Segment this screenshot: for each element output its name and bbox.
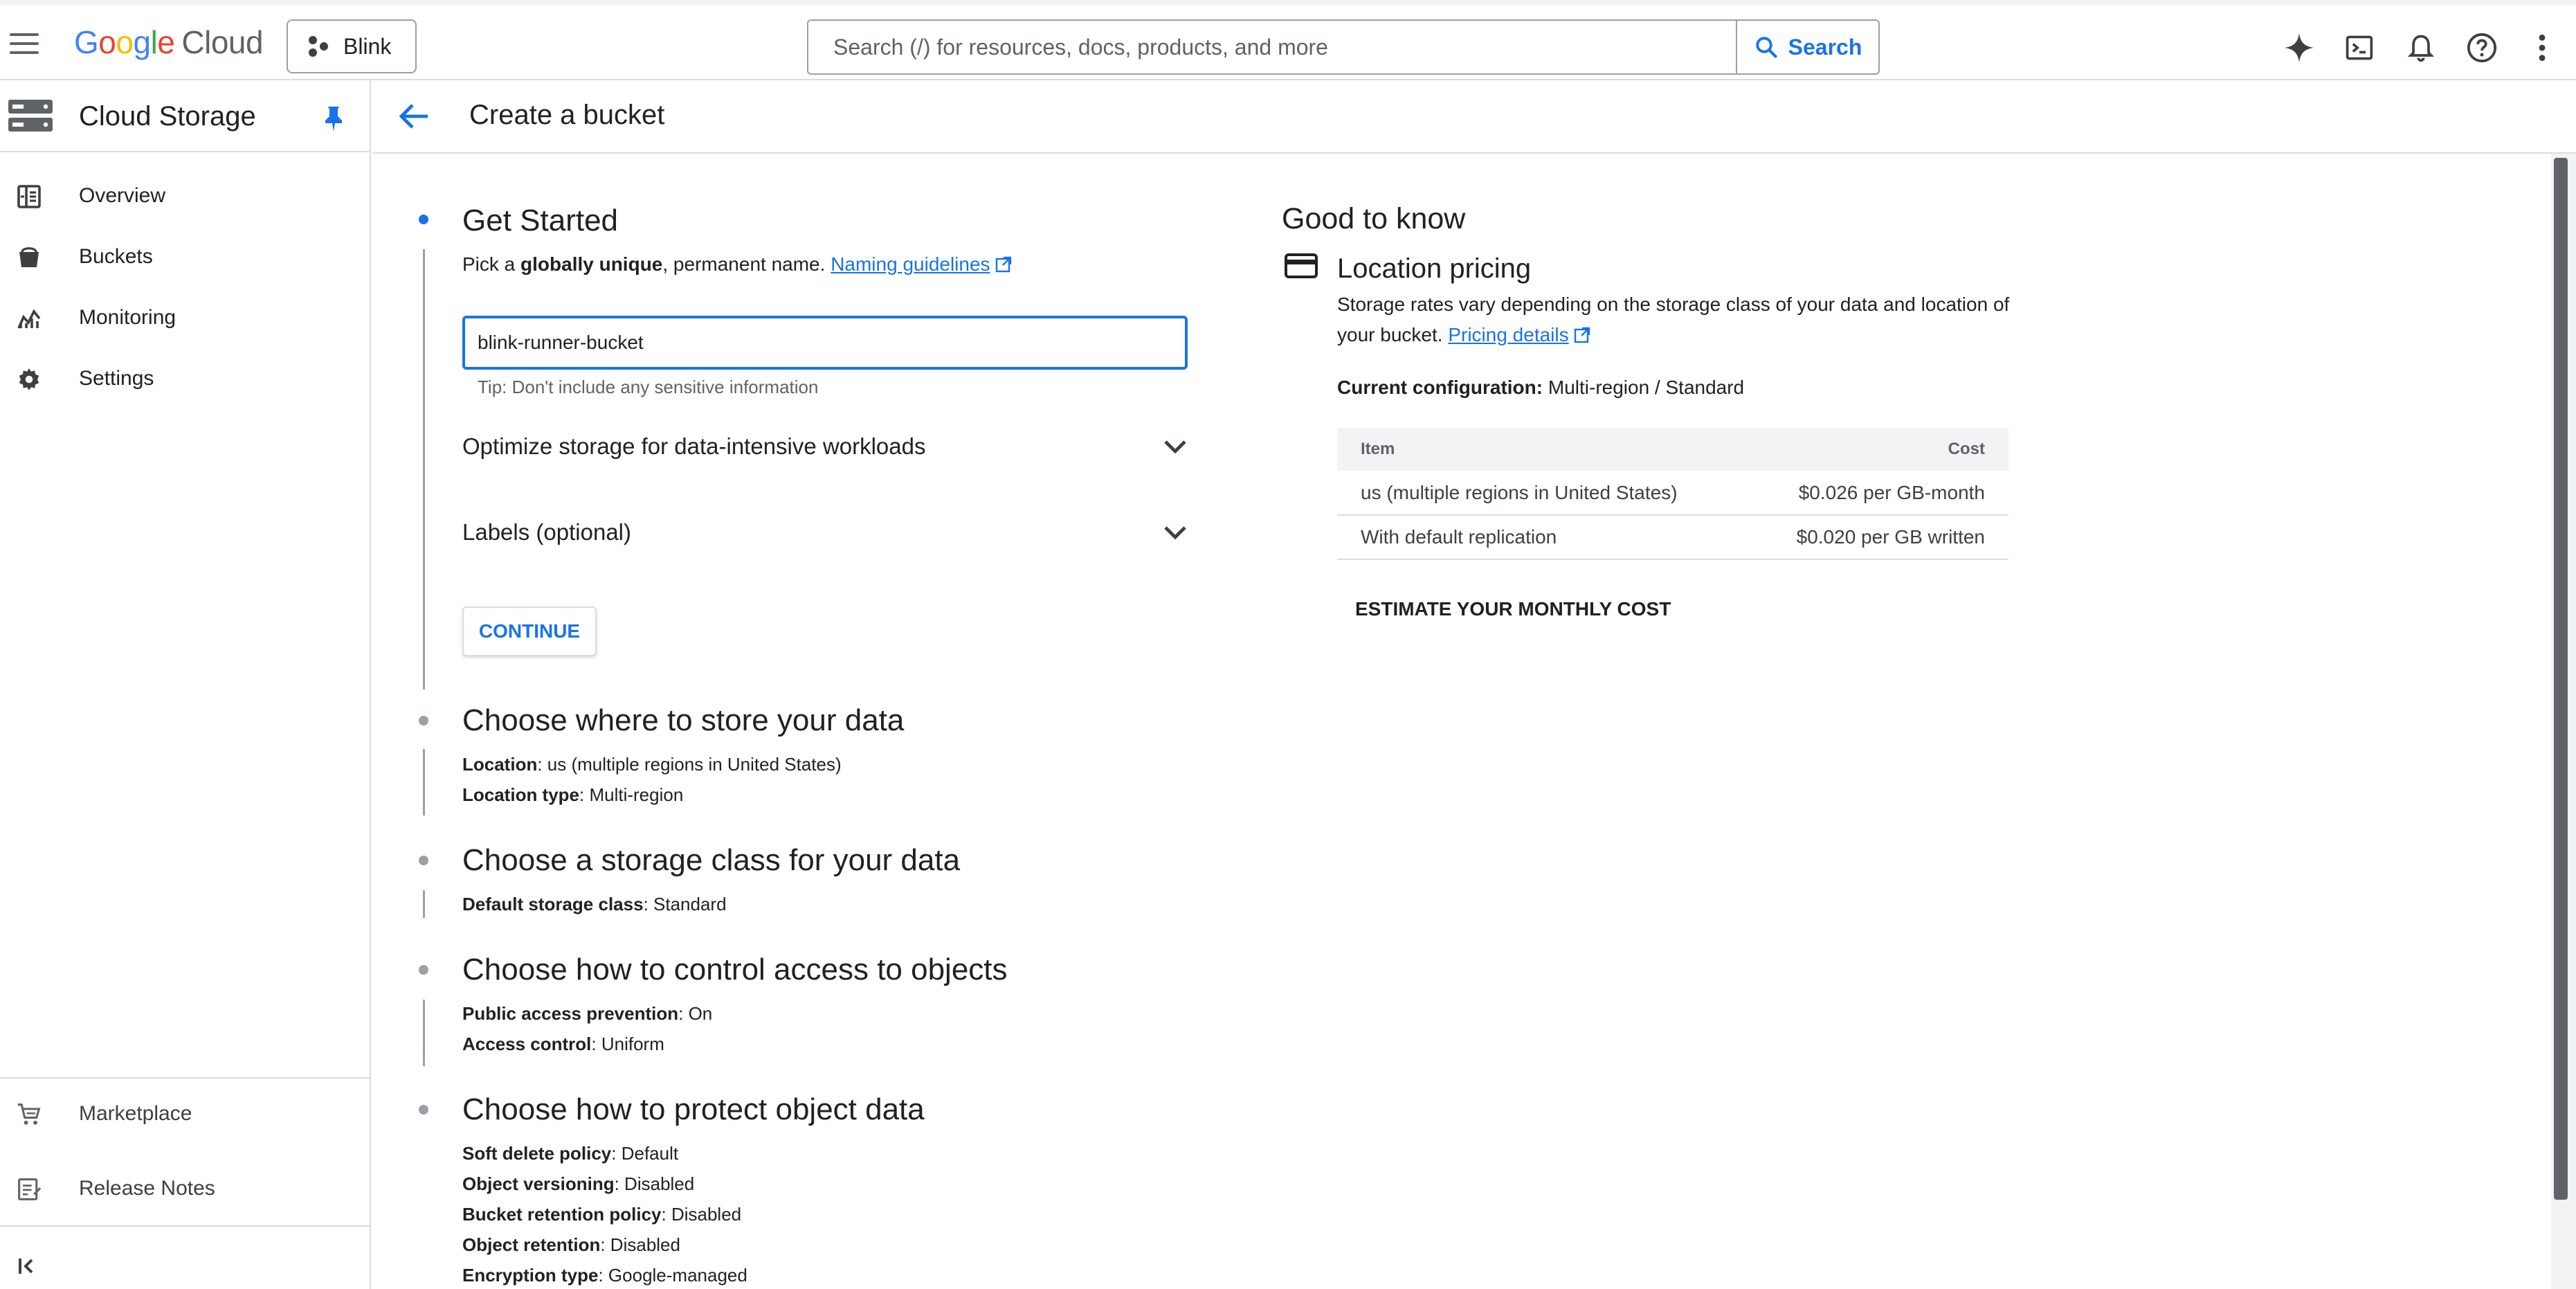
page-title: Create a bucket <box>469 100 665 130</box>
naming-guidelines-link[interactable]: Naming guidelines <box>831 253 990 275</box>
column-header-cost: Cost <box>1745 428 2008 471</box>
protection-summary: Soft delete policy: Default Object versioning: Disabled Bucket retention policy: Disabled Object retention: Disabled Encryption type: Google-managed <box>462 1143 747 1286</box>
step-indicator <box>419 716 428 725</box>
chevron-down-icon <box>1161 433 1189 461</box>
sidebar <box>0 80 371 1289</box>
sidebar-item-release-notes[interactable] <box>0 1159 370 1220</box>
help-question-icon[interactable] <box>2465 30 2499 65</box>
search-input[interactable] <box>808 21 1736 73</box>
sidebar-item-label: Settings <box>79 367 154 390</box>
good-to-know-title: Good to know <box>1282 202 1466 235</box>
step-connector <box>423 749 425 815</box>
back-arrow-icon[interactable] <box>399 102 429 130</box>
step-indicator <box>419 1105 428 1115</box>
search-button-label: Search <box>1788 34 1862 60</box>
column-header-item: Item <box>1337 428 1745 471</box>
step-indicator <box>419 856 428 865</box>
search-button[interactable] <box>1736 21 1878 73</box>
cloud-shell-terminal-icon[interactable] <box>2342 30 2377 65</box>
sidebar-title: Cloud Storage <box>79 101 256 132</box>
expander-label: Labels (optional) <box>462 519 631 545</box>
name-description: Pick a globally unique, permanent name. Naming guidelines <box>462 253 1012 276</box>
table-cell: $0.020 per GB written <box>1745 515 2008 559</box>
location-summary: Location: us (multiple regions in United States) Location type: Multi-region <box>462 754 842 805</box>
external-link-icon <box>1574 327 1590 343</box>
optimize-storage-expander[interactable] <box>462 426 1189 468</box>
pricing-details-link[interactable]: Pricing details <box>1448 324 1569 345</box>
monitoring-chart-icon <box>17 306 42 331</box>
step-title-location[interactable]: Choose where to store your data <box>462 703 905 737</box>
continue-button[interactable]: CONTINUE <box>462 606 597 656</box>
expander-label: Optimize storage for data-intensive workloads <box>462 433 926 459</box>
table-cell: $0.026 per GB-month <box>1745 471 2008 515</box>
cart-icon <box>17 1102 42 1127</box>
table-header-row <box>1337 428 2008 471</box>
table-cell: With default replication <box>1337 515 1745 559</box>
sidebar-item-label: Monitoring <box>79 306 176 329</box>
sidebar-header <box>0 80 370 152</box>
labels-expander[interactable] <box>462 512 1189 554</box>
search-bar <box>807 19 1880 75</box>
sidebar-divider <box>0 1225 370 1227</box>
credit-card-icon <box>1285 253 1318 278</box>
step-title-get-started: Get Started <box>462 204 619 237</box>
bucket-name-input[interactable] <box>462 316 1188 370</box>
sidebar-item-buckets[interactable] <box>0 227 370 288</box>
step-title-access-control[interactable]: Choose how to control access to objects <box>462 953 1008 986</box>
pin-icon[interactable] <box>323 105 345 133</box>
step-connector <box>423 890 425 918</box>
page-header <box>372 80 2576 154</box>
sidebar-item-overview[interactable] <box>0 166 370 227</box>
sidebar-item-monitoring[interactable] <box>0 288 370 349</box>
table-cell: us (multiple regions in United States) <box>1337 471 1745 515</box>
step-indicator-active <box>419 215 428 224</box>
sidebar-divider <box>0 1077 370 1079</box>
external-link-icon <box>995 256 1012 273</box>
bucket-icon <box>17 245 42 270</box>
notifications-bell-icon[interactable] <box>2404 30 2438 65</box>
table-row <box>1337 471 2008 515</box>
notes-icon <box>17 1177 42 1202</box>
estimate-monthly-cost-button[interactable]: ESTIMATE YOUR MONTHLY COST <box>1355 598 1671 620</box>
top-bar <box>0 0 2576 80</box>
search-icon <box>1754 35 1779 60</box>
gear-icon <box>17 367 42 392</box>
scrollbar-thumb[interactable] <box>2554 158 2568 1200</box>
project-picker-button[interactable] <box>287 19 417 73</box>
sidebar-item-settings[interactable] <box>0 349 370 410</box>
google-cloud-logo[interactable]: Google Cloud <box>74 24 264 60</box>
step-connector <box>423 1000 425 1066</box>
location-pricing-title: Location pricing <box>1337 253 1532 284</box>
project-icon <box>309 36 329 57</box>
storage-class-summary: Default storage class: Standard <box>462 894 727 914</box>
sidebar-item-label: Release Notes <box>79 1177 215 1200</box>
step-title-storage-class[interactable]: Choose a storage class for your data <box>462 843 961 877</box>
sidebar-item-marketplace[interactable] <box>0 1084 370 1145</box>
sidebar-item-label: Buckets <box>79 245 153 268</box>
step-indicator <box>419 965 428 975</box>
step-title-protection[interactable]: Choose how to protect object data <box>462 1092 925 1126</box>
location-pricing-description: Storage rates vary depending on the storage class of your data and location of your bucket. Pricing details <box>1337 294 2010 345</box>
chevron-down-icon <box>1161 519 1189 547</box>
project-name: Blink <box>343 33 392 59</box>
more-vert-icon[interactable] <box>2525 30 2559 65</box>
table-row <box>1337 515 2008 559</box>
name-tip: Tip: Don't include any sensitive information <box>478 377 819 397</box>
cloud-storage-icon <box>7 97 54 136</box>
sidebar-item-label: Marketplace <box>79 1102 192 1125</box>
main-menu-icon[interactable] <box>10 33 39 54</box>
access-summary: Public access prevention: On Access control: Uniform <box>462 1003 713 1054</box>
dashboard-icon <box>17 184 42 209</box>
sidebar-item-label: Overview <box>79 184 166 207</box>
pricing-table <box>1337 428 2008 560</box>
collapse-sidebar-icon[interactable] <box>18 1257 40 1275</box>
step-connector <box>423 249 425 689</box>
current-configuration: Current configuration: Multi-region / Standard <box>1337 377 1745 398</box>
gemini-sparkle-icon[interactable] <box>2282 30 2316 65</box>
